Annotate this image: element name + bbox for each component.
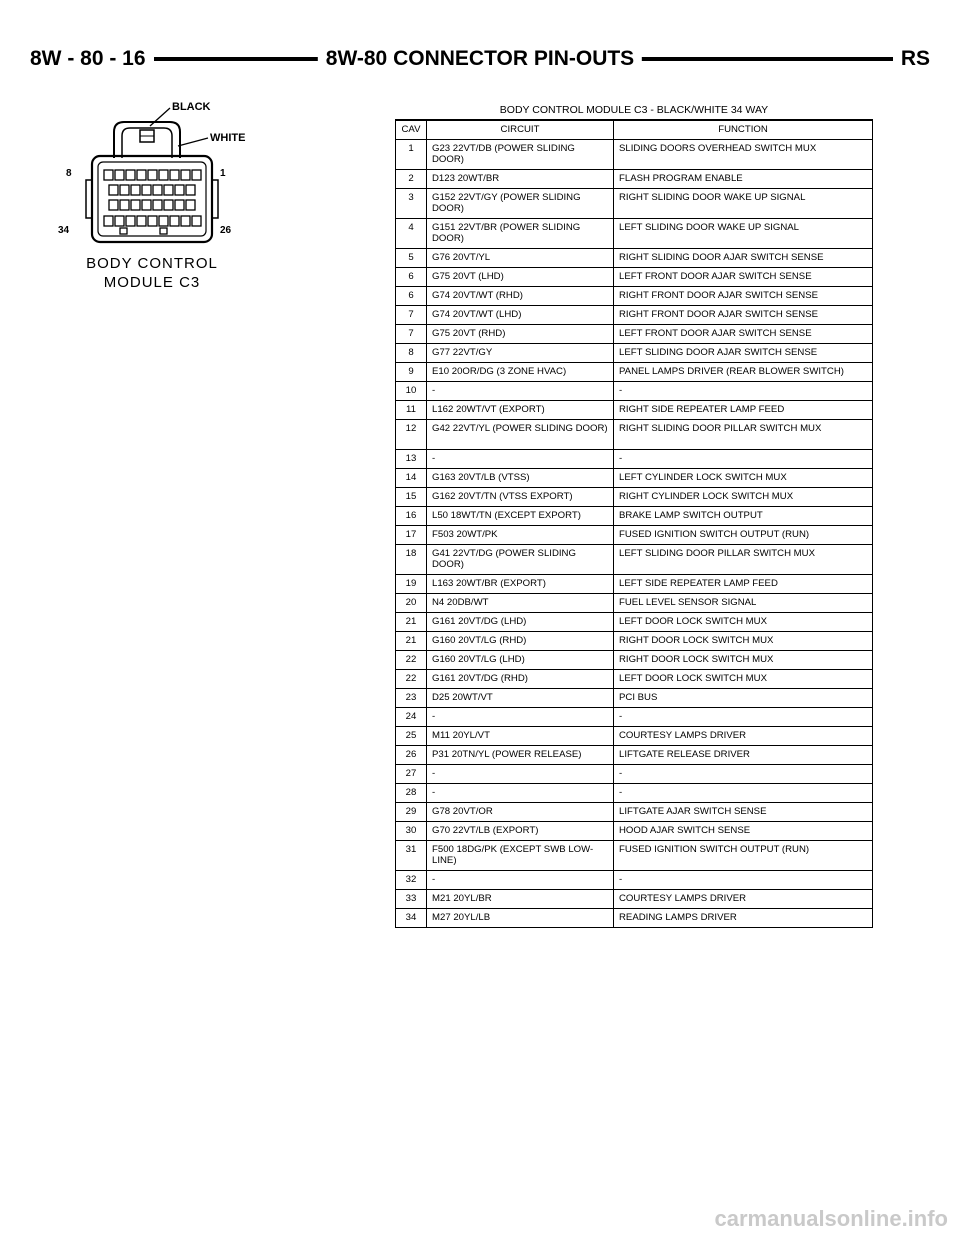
table-row bbox=[396, 249, 873, 268]
cell-circuit: - bbox=[427, 765, 614, 784]
cell-cav: 14 bbox=[396, 469, 427, 488]
table-row bbox=[396, 632, 873, 651]
cell-function: RIGHT SLIDING DOOR PILLAR SWITCH MUX bbox=[614, 420, 873, 450]
cell-circuit: G74 20VT/WT (RHD) bbox=[427, 287, 614, 306]
cell-circuit: M27 20YL/LB bbox=[427, 909, 614, 928]
cell-cav: 4 bbox=[396, 219, 427, 249]
cell-circuit: G77 22VT/GY bbox=[427, 344, 614, 363]
cell-cav: 18 bbox=[396, 545, 427, 575]
table-row bbox=[396, 765, 873, 784]
cell-function: RIGHT SLIDING DOOR WAKE UP SIGNAL bbox=[614, 189, 873, 219]
cell-circuit: F500 18DG/PK (EXCEPT SWB LOW-LINE) bbox=[427, 841, 614, 871]
cell-circuit: L163 20WT/BR (EXPORT) bbox=[427, 575, 614, 594]
column-header-cav: CAV bbox=[396, 120, 427, 140]
table-row bbox=[396, 746, 873, 765]
cell-cav: 24 bbox=[396, 708, 427, 727]
cell-cav: 31 bbox=[396, 841, 427, 871]
cell-circuit: E10 20OR/DG (3 ZONE HVAC) bbox=[427, 363, 614, 382]
cell-function: - bbox=[614, 871, 873, 890]
cell-circuit: G162 20VT/TN (VTSS EXPORT) bbox=[427, 488, 614, 507]
table-row bbox=[396, 189, 873, 219]
pin-8-label: 8 bbox=[66, 168, 72, 179]
cell-function: RIGHT SLIDING DOOR AJAR SWITCH SENSE bbox=[614, 249, 873, 268]
table-row bbox=[396, 841, 873, 871]
table-row bbox=[396, 651, 873, 670]
cell-cav: 9 bbox=[396, 363, 427, 382]
cell-function: COURTESY LAMPS DRIVER bbox=[614, 727, 873, 746]
cell-cav: 5 bbox=[396, 249, 427, 268]
cell-circuit: G160 20VT/LG (LHD) bbox=[427, 651, 614, 670]
cell-function: RIGHT DOOR LOCK SWITCH MUX bbox=[614, 651, 873, 670]
table-row bbox=[396, 526, 873, 545]
table-row bbox=[396, 803, 873, 822]
cell-function: LEFT DOOR LOCK SWITCH MUX bbox=[614, 613, 873, 632]
cell-cav: 15 bbox=[396, 488, 427, 507]
cell-circuit: - bbox=[427, 784, 614, 803]
cell-cav: 1 bbox=[396, 140, 427, 170]
cell-circuit: G161 20VT/DG (RHD) bbox=[427, 670, 614, 689]
cell-circuit: - bbox=[427, 708, 614, 727]
table-row bbox=[396, 344, 873, 363]
table-row bbox=[396, 420, 873, 450]
cell-function: LIFTGATE RELEASE DRIVER bbox=[614, 746, 873, 765]
cell-function: FUSED IGNITION SWITCH OUTPUT (RUN) bbox=[614, 841, 873, 871]
cell-cav: 22 bbox=[396, 651, 427, 670]
page-number: 8W - 80 - 16 bbox=[30, 44, 154, 74]
cell-circuit: G75 20VT (RHD) bbox=[427, 325, 614, 344]
watermark: carmanualsonline.info bbox=[714, 1206, 948, 1231]
caption-line2: MODULE C3 bbox=[103, 274, 201, 291]
table-row bbox=[396, 507, 873, 526]
table-row bbox=[396, 784, 873, 803]
cell-function: - bbox=[614, 708, 873, 727]
cell-cav: 23 bbox=[396, 689, 427, 708]
cell-function: BRAKE LAMP SWITCH OUTPUT bbox=[614, 507, 873, 526]
table-row bbox=[396, 708, 873, 727]
cell-cav: 21 bbox=[396, 613, 427, 632]
table-row bbox=[396, 469, 873, 488]
table-row bbox=[396, 613, 873, 632]
cell-circuit: P31 20TN/YL (POWER RELEASE) bbox=[427, 746, 614, 765]
cell-cav: 12 bbox=[396, 420, 427, 450]
cell-cav: 20 bbox=[396, 594, 427, 613]
table-row bbox=[396, 890, 873, 909]
cell-function: - bbox=[614, 765, 873, 784]
model-code: RS bbox=[893, 44, 930, 74]
cell-circuit: M21 20YL/BR bbox=[427, 890, 614, 909]
cell-circuit: G78 20VT/OR bbox=[427, 803, 614, 822]
cell-circuit: M11 20YL/VT bbox=[427, 727, 614, 746]
cell-cav: 6 bbox=[396, 268, 427, 287]
cell-circuit: - bbox=[427, 450, 614, 469]
cell-cav: 10 bbox=[396, 382, 427, 401]
cell-function: HOOD AJAR SWITCH SENSE bbox=[614, 822, 873, 841]
cell-cav: 2 bbox=[396, 170, 427, 189]
column-header-circuit: CIRCUIT bbox=[427, 120, 614, 140]
table-row bbox=[396, 450, 873, 469]
pinout-table bbox=[395, 119, 873, 928]
cell-cav: 19 bbox=[396, 575, 427, 594]
cell-function: LEFT CYLINDER LOCK SWITCH MUX bbox=[614, 469, 873, 488]
table-body bbox=[396, 140, 873, 928]
label-white: WHITE bbox=[210, 132, 246, 144]
table-row bbox=[396, 822, 873, 841]
cell-function: LEFT SLIDING DOOR WAKE UP SIGNAL bbox=[614, 219, 873, 249]
cell-function: RIGHT CYLINDER LOCK SWITCH MUX bbox=[614, 488, 873, 507]
cell-function: FUSED IGNITION SWITCH OUTPUT (RUN) bbox=[614, 526, 873, 545]
cell-cav: 7 bbox=[396, 306, 427, 325]
table-row bbox=[396, 401, 873, 420]
cell-circuit: N4 20DB/WT bbox=[427, 594, 614, 613]
cell-circuit: G41 22VT/DG (POWER SLIDING DOOR) bbox=[427, 545, 614, 575]
table-row bbox=[396, 488, 873, 507]
cell-function: LIFTGATE AJAR SWITCH SENSE bbox=[614, 803, 873, 822]
table-row bbox=[396, 268, 873, 287]
table-title: BODY CONTROL MODULE C3 - BLACK/WHITE 34 WAY bbox=[499, 104, 769, 116]
cell-cav: 7 bbox=[396, 325, 427, 344]
cell-function: LEFT SIDE REPEATER LAMP FEED bbox=[614, 575, 873, 594]
cell-cav: 22 bbox=[396, 670, 427, 689]
cell-function: LEFT SLIDING DOOR PILLAR SWITCH MUX bbox=[614, 545, 873, 575]
cell-function: LEFT DOOR LOCK SWITCH MUX bbox=[614, 670, 873, 689]
cell-cav: 11 bbox=[396, 401, 427, 420]
cell-circuit: D123 20WT/BR bbox=[427, 170, 614, 189]
table-row bbox=[396, 325, 873, 344]
cell-cav: 30 bbox=[396, 822, 427, 841]
cell-circuit: G75 20VT (LHD) bbox=[427, 268, 614, 287]
cell-function: RIGHT FRONT DOOR AJAR SWITCH SENSE bbox=[614, 287, 873, 306]
cell-function: RIGHT SIDE REPEATER LAMP FEED bbox=[614, 401, 873, 420]
cell-function: FLASH PROGRAM ENABLE bbox=[614, 170, 873, 189]
table-row bbox=[396, 219, 873, 249]
cell-circuit: - bbox=[427, 382, 614, 401]
page-header bbox=[30, 44, 930, 74]
cell-function: LEFT FRONT DOOR AJAR SWITCH SENSE bbox=[614, 325, 873, 344]
pin-26-label: 26 bbox=[220, 225, 232, 236]
cell-circuit: D25 20WT/VT bbox=[427, 689, 614, 708]
cell-function: RIGHT DOOR LOCK SWITCH MUX bbox=[614, 632, 873, 651]
cell-cav: 21 bbox=[396, 632, 427, 651]
column-header-function: FUNCTION bbox=[614, 120, 873, 140]
cell-circuit: G151 22VT/BR (POWER SLIDING DOOR) bbox=[427, 219, 614, 249]
table-row bbox=[396, 670, 873, 689]
cell-cav: 28 bbox=[396, 784, 427, 803]
cell-function: RIGHT FRONT DOOR AJAR SWITCH SENSE bbox=[614, 306, 873, 325]
cell-circuit: G152 22VT/GY (POWER SLIDING DOOR) bbox=[427, 189, 614, 219]
cell-cav: 6 bbox=[396, 287, 427, 306]
cell-circuit: G23 22VT/DB (POWER SLIDING DOOR) bbox=[427, 140, 614, 170]
cell-function: READING LAMPS DRIVER bbox=[614, 909, 873, 928]
cell-cav: 29 bbox=[396, 803, 427, 822]
table-row bbox=[396, 287, 873, 306]
pin-34-label: 34 bbox=[58, 225, 70, 236]
cell-cav: 17 bbox=[396, 526, 427, 545]
cell-function: COURTESY LAMPS DRIVER bbox=[614, 890, 873, 909]
cell-circuit: L50 18WT/TN (EXCEPT EXPORT) bbox=[427, 507, 614, 526]
cell-function: LEFT SLIDING DOOR AJAR SWITCH SENSE bbox=[614, 344, 873, 363]
table-row bbox=[396, 382, 873, 401]
cell-circuit: G76 20VT/YL bbox=[427, 249, 614, 268]
cell-cav: 13 bbox=[396, 450, 427, 469]
table-row bbox=[396, 575, 873, 594]
table-row bbox=[396, 306, 873, 325]
cell-circuit: L162 20WT/VT (EXPORT) bbox=[427, 401, 614, 420]
cell-cav: 32 bbox=[396, 871, 427, 890]
table-row bbox=[396, 594, 873, 613]
table-row bbox=[396, 545, 873, 575]
cell-function: LEFT FRONT DOOR AJAR SWITCH SENSE bbox=[614, 268, 873, 287]
table-row bbox=[396, 909, 873, 928]
cell-circuit: G70 22VT/LB (EXPORT) bbox=[427, 822, 614, 841]
cell-circuit: G160 20VT/LG (RHD) bbox=[427, 632, 614, 651]
cell-function: - bbox=[614, 382, 873, 401]
table-row bbox=[396, 689, 873, 708]
cell-cav: 8 bbox=[396, 344, 427, 363]
connector-diagram bbox=[52, 96, 252, 296]
cell-cav: 33 bbox=[396, 890, 427, 909]
cell-circuit: G74 20VT/WT (LHD) bbox=[427, 306, 614, 325]
table-row bbox=[396, 363, 873, 382]
cell-cav: 16 bbox=[396, 507, 427, 526]
cell-circuit: G161 20VT/DG (LHD) bbox=[427, 613, 614, 632]
cell-circuit: G42 22VT/YL (POWER SLIDING DOOR) bbox=[427, 420, 614, 450]
caption-line1: BODY CONTROL bbox=[86, 255, 218, 272]
pin-1-label: 1 bbox=[220, 168, 226, 179]
table-header-row bbox=[396, 120, 873, 140]
cell-function: PANEL LAMPS DRIVER (REAR BLOWER SWITCH) bbox=[614, 363, 873, 382]
cell-cav: 25 bbox=[396, 727, 427, 746]
cell-cav: 34 bbox=[396, 909, 427, 928]
cell-circuit: - bbox=[427, 871, 614, 890]
table-row bbox=[396, 871, 873, 890]
cell-cav: 26 bbox=[396, 746, 427, 765]
cell-cav: 27 bbox=[396, 765, 427, 784]
cell-function: - bbox=[614, 450, 873, 469]
table-row bbox=[396, 170, 873, 189]
cell-circuit: F503 20WT/PK bbox=[427, 526, 614, 545]
cell-cav: 3 bbox=[396, 189, 427, 219]
label-black: BLACK bbox=[172, 101, 211, 113]
cell-function: - bbox=[614, 784, 873, 803]
table-row bbox=[396, 140, 873, 170]
cell-function: SLIDING DOORS OVERHEAD SWITCH MUX bbox=[614, 140, 873, 170]
section-title: 8W-80 CONNECTOR PIN-OUTS bbox=[318, 44, 642, 74]
cell-function: FUEL LEVEL SENSOR SIGNAL bbox=[614, 594, 873, 613]
cell-circuit: G163 20VT/LB (VTSS) bbox=[427, 469, 614, 488]
cell-function: PCI BUS bbox=[614, 689, 873, 708]
table-row bbox=[396, 727, 873, 746]
